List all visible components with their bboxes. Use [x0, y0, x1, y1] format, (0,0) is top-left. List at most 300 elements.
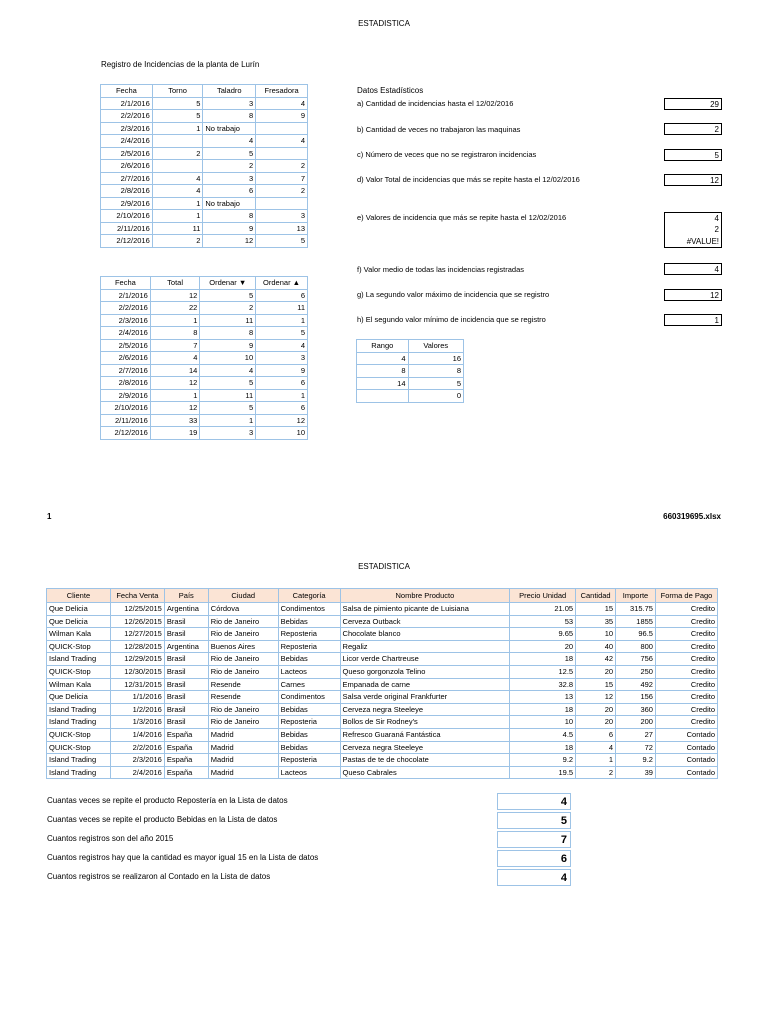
sales-cell: Queso gorgonzola Telino [340, 665, 510, 678]
sales-cell: España [164, 728, 208, 741]
incidencias-cell: 2 [203, 160, 256, 173]
sales-header: Cliente [47, 589, 111, 603]
incidencias-cell: 4 [152, 172, 203, 185]
sales-cell: Island Trading [47, 703, 111, 716]
answer-g: 12 [664, 289, 722, 301]
totales-cell: 5 [256, 327, 308, 340]
sales-cell: 53 [510, 615, 576, 628]
sales-cell: 1/4/2016 [110, 728, 164, 741]
sales-cell: Madrid [208, 766, 278, 779]
sales-cell: 12/28/2015 [110, 640, 164, 653]
sales-cell: Reposteria [278, 640, 340, 653]
sales-cell: 12/25/2015 [110, 603, 164, 616]
sales-cell: España [164, 741, 208, 754]
sales-row [47, 766, 718, 779]
sales-cell: 10 [510, 716, 576, 729]
rango-row [357, 365, 464, 378]
sales-cell: Salsa verde original Frankfurter [340, 691, 510, 704]
sales-header: Ciudad [208, 589, 278, 603]
sales-cell: Bebidas [278, 728, 340, 741]
totales-cell: 12 [150, 289, 200, 302]
sales-cell: Island Trading [47, 766, 111, 779]
sales-cell: Contado [655, 741, 717, 754]
totales-cell: 5 [200, 377, 256, 390]
sales-cell: Condimentos [278, 691, 340, 704]
totales-cell: 2/4/2016 [101, 327, 151, 340]
sales-cell: Lacteos [278, 665, 340, 678]
sales-cell: 1855 [616, 615, 656, 628]
sales-cell: 20 [576, 716, 616, 729]
sales-cell: 32.8 [510, 678, 576, 691]
sales-cell: Pastas de te de chocolate [340, 754, 510, 767]
sales-cell: Resende [208, 691, 278, 704]
sales-header: Importe [616, 589, 656, 603]
sales-cell: 156 [616, 691, 656, 704]
rango-row [357, 377, 464, 390]
sales-cell: Argentina [164, 603, 208, 616]
sales-row [47, 640, 718, 653]
incidencias-row [101, 122, 308, 135]
sales-cell: 360 [616, 703, 656, 716]
totales-header: Ordenar ▲ [256, 277, 308, 290]
sales-cell: Queso Cabrales [340, 766, 510, 779]
sales-row [47, 615, 718, 628]
incidencias-cell: 5 [152, 110, 203, 123]
sales-cell: Credito [655, 716, 717, 729]
totales-cell: 14 [150, 364, 200, 377]
summary-answer: 6 [497, 850, 571, 867]
sales-cell: Bebidas [278, 741, 340, 754]
incidencias-cell [256, 147, 308, 160]
sales-header: País [164, 589, 208, 603]
totales-cell: 9 [200, 339, 256, 352]
sales-cell: 2/2/2016 [110, 741, 164, 754]
totales-row [101, 389, 308, 402]
incidencias-cell: 5 [152, 97, 203, 110]
sales-cell: Rio de Janeiro [208, 628, 278, 641]
subtitle: Registro de Incidencias de la planta de Lurín [101, 60, 260, 69]
sales-cell: Credito [655, 640, 717, 653]
rango-table [356, 339, 464, 403]
rango-header: Rango [357, 340, 409, 353]
incidencias-header: Torno [152, 85, 203, 98]
incidencias-cell: 8 [203, 210, 256, 223]
sales-header: Cantidad [576, 589, 616, 603]
summary-question: Cuantas veces se repite el producto Repostería en la Lista de datos [47, 796, 288, 805]
sales-cell: Cerveza negra Steeleye [340, 741, 510, 754]
answer-e-1: 4 [664, 212, 722, 224]
page-number: 1 [47, 512, 52, 521]
sales-cell: QUICK-Stop [47, 728, 111, 741]
incidencias-row [101, 97, 308, 110]
answer-b: 2 [664, 123, 722, 135]
sales-cell: Credito [655, 615, 717, 628]
incidencias-cell: 1 [152, 197, 203, 210]
sales-cell: Madrid [208, 741, 278, 754]
sales-cell: Rio de Janeiro [208, 716, 278, 729]
sales-cell: 12/31/2015 [110, 678, 164, 691]
sales-cell: 800 [616, 640, 656, 653]
totales-cell: 2/5/2016 [101, 339, 151, 352]
sales-cell: 35 [576, 615, 616, 628]
incidencias-cell: 2 [256, 160, 308, 173]
incidencias-cell: 2 [256, 185, 308, 198]
sales-cell: Credito [655, 678, 717, 691]
totales-cell: 2/2/2016 [101, 302, 151, 315]
totales-row [101, 377, 308, 390]
totales-cell: 2/12/2016 [101, 427, 151, 440]
rango-row [357, 390, 464, 403]
totales-cell: 6 [256, 377, 308, 390]
totales-cell: 9 [256, 364, 308, 377]
incidencias-cell [152, 135, 203, 148]
sales-row [47, 716, 718, 729]
sales-cell: Reposteria [278, 628, 340, 641]
question-c: c) Número de veces que no se registraron incidencias [357, 150, 537, 159]
sales-cell: Cerveza negra Steeleye [340, 703, 510, 716]
sales-cell: Chocolate blanco [340, 628, 510, 641]
incidencias-table [100, 84, 308, 248]
filename: 660319695.xlsx [663, 512, 721, 521]
sales-cell: Que Delicia [47, 691, 111, 704]
totales-cell: 2/1/2016 [101, 289, 151, 302]
sales-cell: 12.5 [510, 665, 576, 678]
sales-cell: QUICK-Stop [47, 741, 111, 754]
sales-row [47, 603, 718, 616]
sales-cell: 756 [616, 653, 656, 666]
totales-header: Total [150, 277, 200, 290]
incidencias-row [101, 160, 308, 173]
sales-cell: 12/27/2015 [110, 628, 164, 641]
incidencias-cell: 1 [152, 122, 203, 135]
sales-row [47, 665, 718, 678]
sales-cell: Reposteria [278, 716, 340, 729]
answer-f: 4 [664, 263, 722, 275]
incidencias-cell: 2/9/2016 [101, 197, 153, 210]
totales-cell: 6 [256, 289, 308, 302]
answer-d: 12 [664, 174, 722, 186]
question-b: b) Cantidad de veces no trabajaron las maquinas [357, 125, 521, 134]
incidencias-cell: 3 [203, 172, 256, 185]
sales-table [46, 588, 718, 779]
sales-cell: 2 [576, 766, 616, 779]
incidencias-cell: 13 [256, 222, 308, 235]
totales-cell: 2/11/2016 [101, 414, 151, 427]
totales-cell: 33 [150, 414, 200, 427]
totales-cell: 10 [256, 427, 308, 440]
question-f: f) Valor medio de todas las incidencias registradas [357, 265, 525, 274]
sales-cell: 12 [576, 691, 616, 704]
sales-cell: 72 [616, 741, 656, 754]
sales-cell: 1/2/2016 [110, 703, 164, 716]
totales-row [101, 352, 308, 365]
incidencias-row [101, 110, 308, 123]
sales-cell: 200 [616, 716, 656, 729]
incidencias-cell: 2/11/2016 [101, 222, 153, 235]
sales-cell: 315.75 [616, 603, 656, 616]
sales-cell: 9.2 [510, 754, 576, 767]
totales-cell: 7 [150, 339, 200, 352]
question-g: g) La segundo valor máximo de incidencia que se registro [357, 290, 550, 299]
sales-cell: Bebidas [278, 653, 340, 666]
sales-cell: Empanada de carne [340, 678, 510, 691]
incidencias-cell: 4 [203, 135, 256, 148]
sales-cell: 1/1/2016 [110, 691, 164, 704]
sales-row [47, 741, 718, 754]
incidencias-cell: 4 [256, 97, 308, 110]
sales-cell: Bebidas [278, 615, 340, 628]
totales-cell: 1 [256, 314, 308, 327]
sales-cell: 20 [510, 640, 576, 653]
sales-cell: 10 [576, 628, 616, 641]
sales-header: Fecha Venta [110, 589, 164, 603]
incidencias-cell: 2/12/2016 [101, 235, 153, 248]
page2-title: ESTADISTICA [358, 562, 410, 571]
totales-cell: 12 [150, 377, 200, 390]
sales-cell: Buenos Aires [208, 640, 278, 653]
sales-row [47, 728, 718, 741]
sales-cell: 20 [576, 703, 616, 716]
sales-header: Precio Unidad [510, 589, 576, 603]
sales-cell: 492 [616, 678, 656, 691]
summary-question: Cuantos registros son del año 2015 [47, 834, 174, 843]
totales-header: Fecha [101, 277, 151, 290]
incidencias-cell: 7 [256, 172, 308, 185]
sales-header: Categoría [278, 589, 340, 603]
incidencias-cell: 2/1/2016 [101, 97, 153, 110]
totales-cell: 22 [150, 302, 200, 315]
sales-cell: 19.5 [510, 766, 576, 779]
totales-cell: 12 [256, 414, 308, 427]
sales-cell: Brasil [164, 691, 208, 704]
sales-cell: Contado [655, 728, 717, 741]
sales-cell: Credito [655, 603, 717, 616]
sales-cell: Contado [655, 766, 717, 779]
question-d: d) Valor Total de incidencias que más se repite hasta el 12/02/2016 [357, 175, 580, 184]
sales-cell: Resende [208, 678, 278, 691]
sales-cell: España [164, 766, 208, 779]
sales-cell: Brasil [164, 703, 208, 716]
sales-cell: Brasil [164, 628, 208, 641]
summary-question: Cuantos registros hay que la cantidad es mayor igual 15 en la Lista de datos [47, 853, 319, 862]
sales-cell: Credito [655, 703, 717, 716]
sales-header: Forma de Pago [655, 589, 717, 603]
sales-cell: Island Trading [47, 716, 111, 729]
sales-cell: Island Trading [47, 653, 111, 666]
incidencias-cell: 2 [152, 147, 203, 160]
totales-row [101, 302, 308, 315]
incidencias-cell: 2/5/2016 [101, 147, 153, 160]
summary-question: Cuantas veces se repite el producto Bebidas en la Lista de datos [47, 815, 278, 824]
sales-cell: 39 [616, 766, 656, 779]
summary-answer: 4 [497, 869, 571, 886]
summary-answer: 5 [497, 812, 571, 829]
sales-cell: 250 [616, 665, 656, 678]
sales-cell: Salsa de pimiento picante de Luisiana [340, 603, 510, 616]
incidencias-cell: 2/10/2016 [101, 210, 153, 223]
question-e: e) Valores de incidencia que más se repite hasta el 12/02/2016 [357, 213, 567, 222]
totales-row [101, 414, 308, 427]
incidencias-cell: 12 [203, 235, 256, 248]
incidencias-cell: 3 [256, 210, 308, 223]
totales-cell: 2/7/2016 [101, 364, 151, 377]
sales-cell: QUICK-Stop [47, 640, 111, 653]
sales-cell: 21.05 [510, 603, 576, 616]
totales-cell: 2/9/2016 [101, 389, 151, 402]
sales-cell: Bollos de Sir Rodney's [340, 716, 510, 729]
sales-cell: 12/30/2015 [110, 665, 164, 678]
sales-cell: Refresco Guaraná Fantástica [340, 728, 510, 741]
sales-cell: Brasil [164, 665, 208, 678]
sales-cell: Córdova [208, 603, 278, 616]
sales-cell: 1/3/2016 [110, 716, 164, 729]
sales-cell: Rio de Janeiro [208, 703, 278, 716]
sales-cell: Credito [655, 691, 717, 704]
sales-cell: 18 [510, 703, 576, 716]
sales-cell: QUICK-Stop [47, 665, 111, 678]
sales-cell: Condimentos [278, 603, 340, 616]
incidencias-cell: No trabajo [203, 197, 256, 210]
totales-cell: 2/10/2016 [101, 402, 151, 415]
sales-cell: Rio de Janeiro [208, 615, 278, 628]
totales-cell: 8 [150, 327, 200, 340]
totales-cell: 1 [200, 414, 256, 427]
incidencias-cell: 9 [256, 110, 308, 123]
rango-cell: 8 [408, 365, 464, 378]
sales-cell: Brasil [164, 716, 208, 729]
incidencias-cell: 4 [152, 185, 203, 198]
sales-cell: 27 [616, 728, 656, 741]
question-h: h) El segundo valor mínimo de incidencia que se registro [357, 315, 546, 324]
sales-cell: Argentina [164, 640, 208, 653]
incidencias-cell: 2/6/2016 [101, 160, 153, 173]
incidencias-cell: No trabajo [203, 122, 256, 135]
sales-row [47, 703, 718, 716]
sales-cell: 12/29/2015 [110, 653, 164, 666]
answer-e-3: #VALUE! [664, 236, 722, 248]
sales-cell: 42 [576, 653, 616, 666]
sales-cell: España [164, 754, 208, 767]
sales-header: Nombre Producto [340, 589, 510, 603]
answer-h: 1 [664, 314, 722, 326]
sales-cell: Madrid [208, 754, 278, 767]
sales-cell: Cerveza Outback [340, 615, 510, 628]
totales-cell: 5 [200, 289, 256, 302]
totales-cell: 1 [256, 389, 308, 402]
summary-question: Cuantos registros se realizaron al Contado en la Lista de datos [47, 872, 271, 881]
totales-cell: 11 [200, 314, 256, 327]
totales-cell: 2/3/2016 [101, 314, 151, 327]
totales-cell: 1 [150, 389, 200, 402]
totales-table [100, 276, 308, 440]
sales-cell: 40 [576, 640, 616, 653]
incidencias-header: Taladro [203, 85, 256, 98]
sales-cell: Brasil [164, 678, 208, 691]
sales-row [47, 628, 718, 641]
incidencias-cell: 8 [203, 110, 256, 123]
sales-row [47, 691, 718, 704]
incidencias-cell: 2/3/2016 [101, 122, 153, 135]
incidencias-cell [256, 122, 308, 135]
totales-cell: 8 [200, 327, 256, 340]
totales-cell: 3 [256, 352, 308, 365]
totales-cell: 2 [200, 302, 256, 315]
sales-cell: 4.5 [510, 728, 576, 741]
sales-cell: 18 [510, 653, 576, 666]
rango-row [357, 352, 464, 365]
sales-cell: 2/3/2016 [110, 754, 164, 767]
incidencias-cell: 2 [152, 235, 203, 248]
sales-cell: 6 [576, 728, 616, 741]
incidencias-cell: 2/7/2016 [101, 172, 153, 185]
incidencias-cell: 5 [256, 235, 308, 248]
incidencias-row [101, 210, 308, 223]
totales-row [101, 314, 308, 327]
totales-cell: 11 [200, 389, 256, 402]
sales-cell: 15 [576, 678, 616, 691]
sales-cell: Bebidas [278, 703, 340, 716]
incidencias-cell [256, 197, 308, 210]
summary-answer: 4 [497, 793, 571, 810]
sales-cell: 9.65 [510, 628, 576, 641]
totales-row [101, 289, 308, 302]
rango-cell: 16 [408, 352, 464, 365]
sales-cell: Credito [655, 665, 717, 678]
rango-cell: 4 [357, 352, 409, 365]
incidencias-cell: 2/4/2016 [101, 135, 153, 148]
sales-cell: Brasil [164, 653, 208, 666]
totales-cell: 5 [200, 402, 256, 415]
sales-cell: 2/4/2016 [110, 766, 164, 779]
totales-row [101, 402, 308, 415]
page-title: ESTADISTICA [358, 19, 410, 28]
totales-row [101, 339, 308, 352]
incidencias-cell: 9 [203, 222, 256, 235]
totales-cell: 10 [200, 352, 256, 365]
incidencias-cell: 4 [256, 135, 308, 148]
sales-cell: 1 [576, 754, 616, 767]
sales-cell: Brasil [164, 615, 208, 628]
sales-cell: Wilman Kala [47, 628, 111, 641]
sales-row [47, 653, 718, 666]
sales-cell: Wilman Kala [47, 678, 111, 691]
sales-cell: 12/26/2015 [110, 615, 164, 628]
incidencias-header: Fresadora [256, 85, 308, 98]
totales-cell: 6 [256, 402, 308, 415]
incidencias-row [101, 172, 308, 185]
sales-cell: 4 [576, 741, 616, 754]
sales-row [47, 678, 718, 691]
sales-cell: 15 [576, 603, 616, 616]
sales-cell: Madrid [208, 728, 278, 741]
sales-cell: 96.5 [616, 628, 656, 641]
totales-cell: 12 [150, 402, 200, 415]
sales-cell: Que Delicia [47, 615, 111, 628]
incidencias-cell: 5 [203, 147, 256, 160]
totales-cell: 11 [256, 302, 308, 315]
answer-c: 5 [664, 149, 722, 161]
sales-cell: Lacteos [278, 766, 340, 779]
rango-cell [357, 390, 409, 403]
totales-cell: 2/6/2016 [101, 352, 151, 365]
totales-header: Ordenar ▼ [200, 277, 256, 290]
incidencias-row [101, 222, 308, 235]
sales-cell: Carnes [278, 678, 340, 691]
rango-cell: 0 [408, 390, 464, 403]
totales-cell: 19 [150, 427, 200, 440]
incidencias-row [101, 197, 308, 210]
sales-cell: Credito [655, 653, 717, 666]
